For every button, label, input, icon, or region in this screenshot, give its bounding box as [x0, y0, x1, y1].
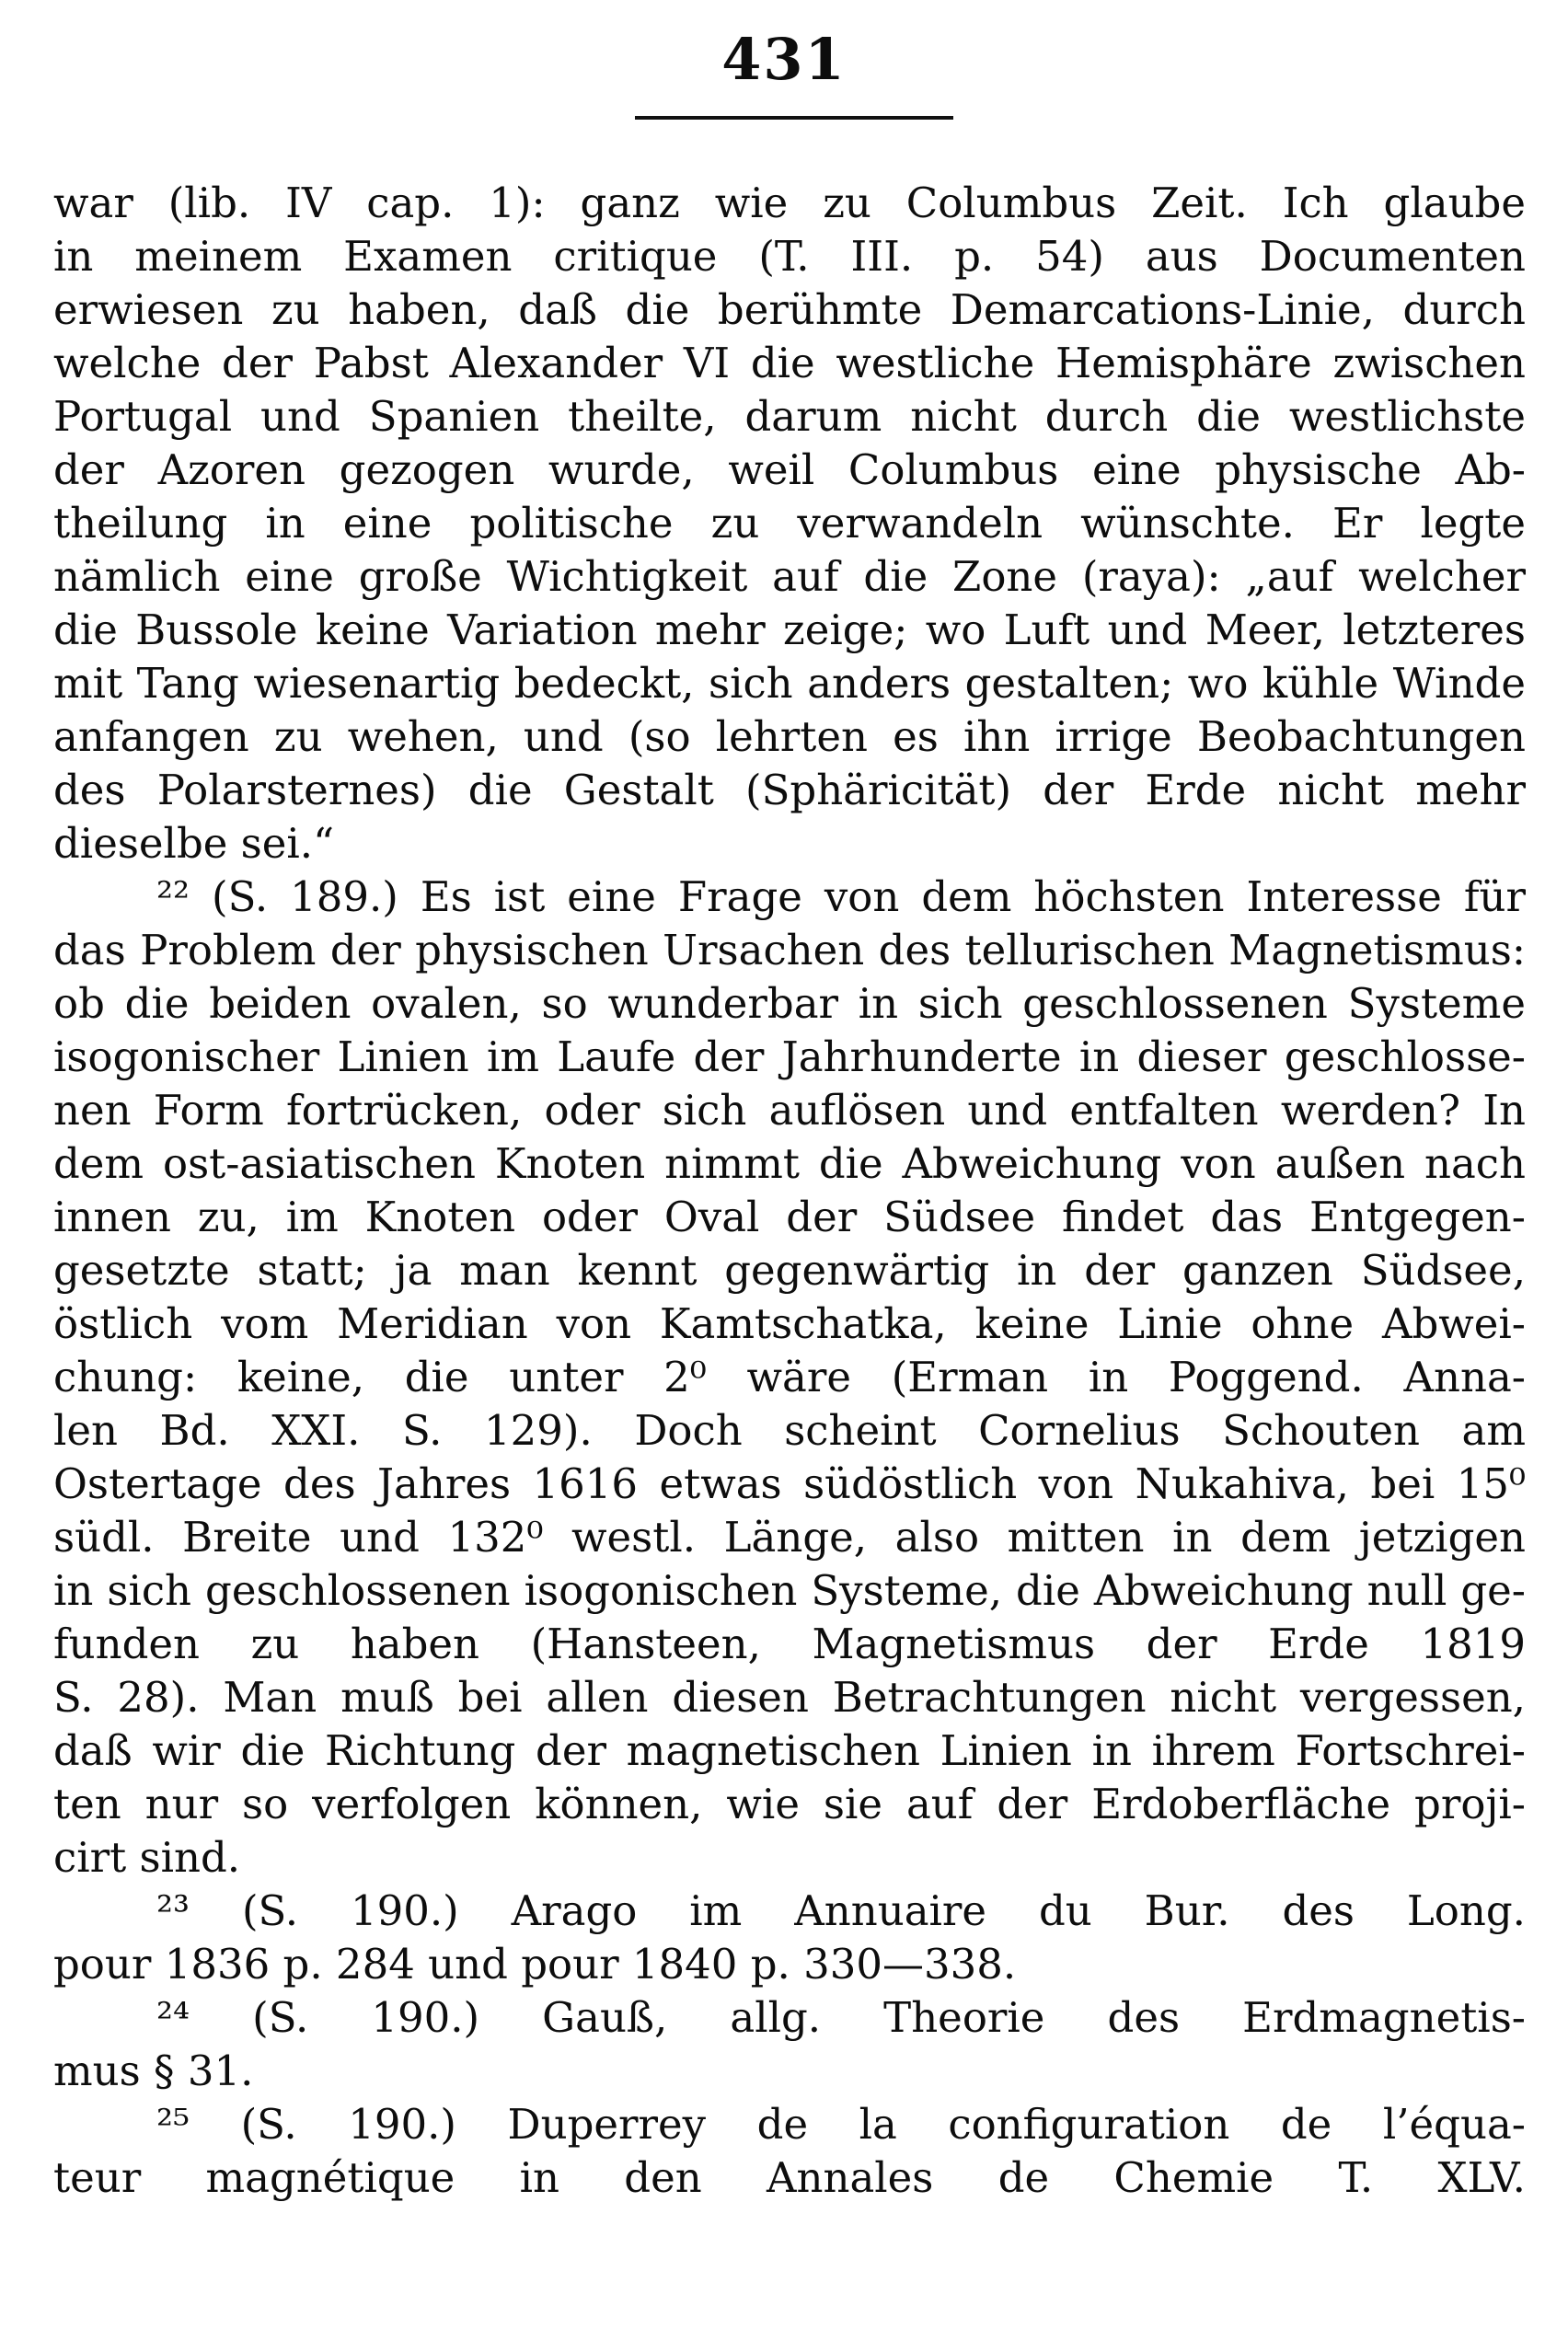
text-line: nen Form fortrücken, oder sich auflösen und entfalten werden? In [53, 1086, 1526, 1135]
text-line: Ostertage des Jahres 1616 etwas südöstlich von Nukahiva, bei 15⁰ [53, 1459, 1526, 1508]
text-line: nämlich eine große Wichtigkeit auf die Zone (raya): „auf welcher [53, 552, 1526, 601]
text-line: funden zu haben (Hansteen, Magnetismus der Erde 1819 [53, 1620, 1526, 1668]
text-line: östlich vom Meridian von Kamtschatka, keine Linie ohne Abwei- [53, 1299, 1526, 1348]
text-line: daß wir die Richtung der magnetischen Linien in ihrem Fortschrei- [53, 1726, 1526, 1775]
text-line: teur magnétique in den Annales de Chemie T. XLV. [53, 2153, 1526, 2202]
text-line: mit Tang wiesenartig bedeckt, sich anders gestalten; wo kühle Winde [53, 659, 1526, 708]
text-line: dieselbe sei.“ [53, 819, 335, 868]
text-line: welche der Pabst Alexander VI die westliche Hemisphäre zwischen [53, 339, 1526, 387]
text-line: len Bd. XXI. S. 129). Doch scheint Cornelius Schouten am [53, 1406, 1526, 1455]
text-line: der Azoren gezogen wurde, weil Columbus eine physische Ab- [53, 445, 1526, 494]
footnotes-text-block [53, 177, 1526, 2205]
text-line: des Polarsternes) die Gestalt (Sphäricität) der Erde nicht mehr [53, 766, 1526, 814]
text-line: innen zu, im Knoten oder Oval der Südsee findet das Entgegen- [53, 1193, 1526, 1241]
header-rule [635, 116, 953, 120]
text-line: ob die beiden ovalen, so wunderbar in sich geschlossenen Systeme [53, 979, 1526, 1028]
footnote-22-start: ²² (S. 189.) Es ist eine Frage von dem höchsten Interesse für [156, 872, 1526, 921]
text-line: in sich geschlossenen isogonischen Systeme, die Abweichung null ge- [53, 1566, 1526, 1615]
text-line: das Problem der physischen Ursachen des tellurischen Magnetismus: [53, 926, 1526, 974]
text-line: südl. Breite und 132⁰ westl. Länge, also mitten in dem jetzigen [53, 1513, 1526, 1562]
text-line: gesetzte statt; ja man kennt gegenwärtig in der ganzen Südsee, [53, 1246, 1526, 1295]
text-line: anfangen zu wehen, und (so lehrten es ihn irrige Beobachtungen [53, 712, 1526, 761]
text-line: mus § 31. [53, 2046, 254, 2095]
text-line: Portugal und Spanien theilte, darum nicht durch die westlichste [53, 392, 1526, 441]
text-line: isogonischer Linien im Laufe der Jahrhunderte in dieser geschlosse- [53, 1032, 1526, 1081]
text-line: dem ost-asiatischen Knoten nimmt die Abweichung von außen nach [53, 1139, 1526, 1188]
text-line: ten nur so verfolgen können, wie sie auf der Erdoberfläche proji- [53, 1780, 1526, 1828]
text-line: pour 1836 p. 284 und pour 1840 p. 330—338. [53, 1940, 1017, 1989]
text-line: cirt sind. [53, 1833, 241, 1882]
text-line: erwiesen zu haben, daß die berühmte Demarcations-Linie, durch [53, 285, 1526, 334]
text-line: theilung in eine politische zu verwandeln wünschte. Er legte [53, 499, 1526, 548]
text-line: war (lib. IV cap. 1): ganz wie zu Columbus Zeit. Ich glaube [53, 179, 1526, 227]
footnote-25-start: ²⁵ (S. 190.) Duperrey de la configuration de l’équa- [156, 2100, 1526, 2149]
text-line: chung: keine, die unter 2⁰ wäre (Erman in Poggend. Anna- [53, 1353, 1526, 1401]
footnote-23-start: ²³ (S. 190.) Arago im Annuaire du Bur. des Long. [156, 1886, 1526, 1935]
page-number: 431 [721, 26, 847, 93]
text-line: in meinem Examen critique (T. III. p. 54) aus Documenten [53, 232, 1526, 281]
footnote-24-start: ²⁴ (S. 190.) Gauß, allg. Theorie des Erdmagnetis- [156, 1993, 1526, 2042]
text-line: S. 28). Man muß bei allen diesen Betrachtungen nicht vergessen, [53, 1673, 1526, 1722]
text-line: die Bussole keine Variation mehr zeige; wo Luft und Meer, letzteres [53, 605, 1526, 654]
